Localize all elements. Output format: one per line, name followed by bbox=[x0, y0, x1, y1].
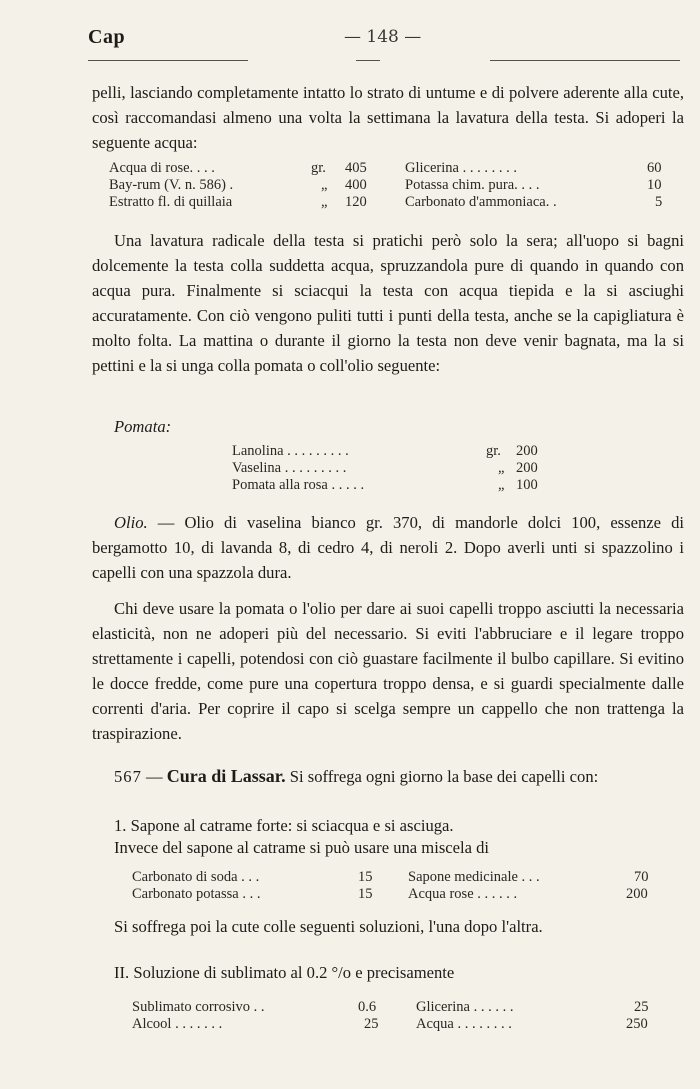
ingredient-qty: 120 bbox=[345, 194, 367, 210]
paragraph-5 bbox=[92, 914, 684, 939]
section-number: 567 bbox=[114, 767, 142, 786]
recipe-table-2 bbox=[132, 869, 672, 903]
section-dash: — bbox=[141, 767, 167, 786]
ingredient-qty: 15 bbox=[358, 869, 373, 885]
ingredient-qty: 0.6 bbox=[358, 999, 377, 1015]
table-row bbox=[109, 194, 669, 211]
ingredient-name: Acqua rose . . . . . . bbox=[408, 886, 518, 902]
paragraph-text: pelli, lasciando completamente intatto lo strato di untume e di polvere aderente alla cute, così raccomandasi almeno una volta la settimana la lavatura della testa. Si adoperi la seguente acqua: bbox=[92, 83, 684, 152]
table-row bbox=[132, 869, 672, 886]
table-row bbox=[109, 177, 669, 194]
ingredient-qty: 25 bbox=[364, 1016, 379, 1032]
table-row bbox=[132, 886, 672, 903]
paragraph-text: Una lavatura radicale della testa si pratichi però solo la sera; all'uopo si bagni dolcemente la testa colla suddetta acqua, spruzzandola pure di quando in quando con acqua pura. Finalmente si sciacqui la testa con acqua tiepida e la si asciughi accuratamente. Con ciò vengono puliti tutti i punti della testa, anche se la capigliatura è molto folta. La mattina o durante il giorno la testa non deve venir bagnata, ma la si pettini e la si unga colla pomata o coll'olio seguente: bbox=[92, 231, 684, 375]
ingredient-unit: „ bbox=[498, 477, 505, 493]
header-rule bbox=[88, 60, 248, 61]
section-text: Si soffrega ogni giorno la base dei capelli con: bbox=[285, 767, 599, 786]
ingredient-qty: 200 bbox=[516, 443, 538, 459]
ingredient-qty: 200 bbox=[516, 460, 538, 476]
ingredient-name: Carbonato potassa . . . bbox=[132, 886, 261, 902]
ingredient-qty: 70 bbox=[634, 869, 649, 885]
ingredient-qty: 200 bbox=[626, 886, 648, 902]
ingredient-name: Vaselina . . . . . . . . . bbox=[232, 460, 347, 476]
table-row bbox=[109, 160, 669, 177]
table-row bbox=[232, 477, 552, 494]
paragraph-text bbox=[92, 510, 684, 585]
ingredient-qty: 10 bbox=[647, 177, 662, 193]
ingredient-name: Glicerina . . . . . . bbox=[416, 999, 514, 1015]
ingredient-unit: „ bbox=[321, 194, 328, 210]
pomata-heading-block bbox=[92, 414, 684, 439]
table-row bbox=[132, 1016, 672, 1033]
ingredient-qty: 405 bbox=[345, 160, 367, 176]
paragraph-text: Chi deve usare la pomata o l'olio per dare ai suoi capelli troppo asciutti la necessaria elasticità, non ne adoperi più del necessario. Si eviti l'abbruciare e il legare troppo strettamente i capelli, potendosi con ciò guastare facilmente il bulbo capillare. Si evitino le docce fredde, come pure una copertura troppo densa, e si guardi specialmente dalle correnti d'aria. Per coprire il capo si scelga sempre un cappello che non trattenga la traspirazione. bbox=[92, 599, 684, 743]
recipe-table-1 bbox=[109, 160, 669, 211]
ingredient-unit: „ bbox=[498, 460, 505, 476]
ingredient-name: Lanolina . . . . . . . . . bbox=[232, 443, 349, 459]
item-1b bbox=[92, 835, 684, 860]
ingredient-name: Potassa chim. pura. . . . bbox=[405, 177, 540, 193]
header-rule bbox=[490, 60, 680, 61]
item-2 bbox=[92, 960, 684, 985]
section-567 bbox=[92, 764, 684, 789]
ingredient-unit: gr. bbox=[486, 443, 501, 459]
ingredient-qty: 25 bbox=[634, 999, 649, 1015]
header-rule bbox=[356, 60, 380, 61]
running-head: Cap bbox=[88, 26, 126, 48]
ingredient-qty: 250 bbox=[626, 1016, 648, 1032]
paragraph-1 bbox=[92, 80, 684, 155]
ingredient-name: Sublimato corrosivo . . bbox=[132, 999, 265, 1015]
ingredient-name: Carbonato d'ammoniaca. . bbox=[405, 194, 557, 210]
ingredient-name: Carbonato di soda . . . bbox=[132, 869, 260, 885]
ingredient-qty: 400 bbox=[345, 177, 367, 193]
ingredient-name: Glicerina . . . . . . . . bbox=[405, 160, 517, 176]
pomata-table bbox=[232, 443, 552, 494]
item-text: II. Soluzione di sublimato al 0.2 °/o e precisamente bbox=[114, 963, 455, 982]
page-header bbox=[88, 26, 680, 50]
section-title: Cura di Lassar. bbox=[166, 766, 286, 786]
paragraph-2 bbox=[92, 228, 684, 378]
ingredient-qty: 60 bbox=[647, 160, 662, 176]
paragraph-text: Si soffrega poi la cute colle seguenti soluzioni, l'una dopo l'altra. bbox=[114, 917, 543, 936]
recipe-table-3 bbox=[132, 999, 672, 1033]
ingredient-qty: 100 bbox=[516, 477, 538, 493]
olio-text: — Olio di vaselina bianco gr. 370, di mandorle dolci 100, essenze di bergamotto 10, di lavanda 8, di cedro 4, di neroli 2. Dopo averli unti si spazzolino i capelli con una spazzola dura. bbox=[92, 513, 684, 582]
paragraph-4 bbox=[92, 596, 684, 746]
table-row bbox=[232, 460, 552, 477]
pomata-heading: Pomata: bbox=[114, 417, 172, 436]
item-text: Invece del sapone al catrame si può usare una miscela di bbox=[114, 838, 490, 857]
ingredient-name: Alcool . . . . . . . bbox=[132, 1016, 223, 1032]
ingredient-qty: 5 bbox=[655, 194, 663, 210]
ingredient-unit: „ bbox=[321, 177, 328, 193]
section-paragraph bbox=[92, 764, 684, 789]
ingredient-qty: 15 bbox=[358, 886, 373, 902]
ingredient-name: Acqua . . . . . . . . bbox=[416, 1016, 512, 1032]
ingredient-name: Acqua di rose. . . . bbox=[109, 160, 215, 176]
item-text: 1. Sapone al catrame forte: si sciacqua e si asciuga. bbox=[114, 816, 454, 835]
ingredient-name: Pomata alla rosa . . . . . bbox=[232, 477, 365, 493]
page-number: — 148 — bbox=[344, 27, 422, 47]
ingredient-name: Estratto fl. di quillaia bbox=[109, 194, 233, 210]
ingredient-unit: gr. bbox=[311, 160, 326, 176]
olio-label: Olio. bbox=[114, 513, 148, 532]
table-row bbox=[132, 999, 672, 1016]
table-row bbox=[232, 443, 552, 460]
ingredient-name: Sapone medicinale . . . bbox=[408, 869, 540, 885]
ingredient-name: Bay-rum (V. n. 586) . bbox=[109, 177, 234, 193]
paragraph-olio bbox=[92, 510, 684, 585]
